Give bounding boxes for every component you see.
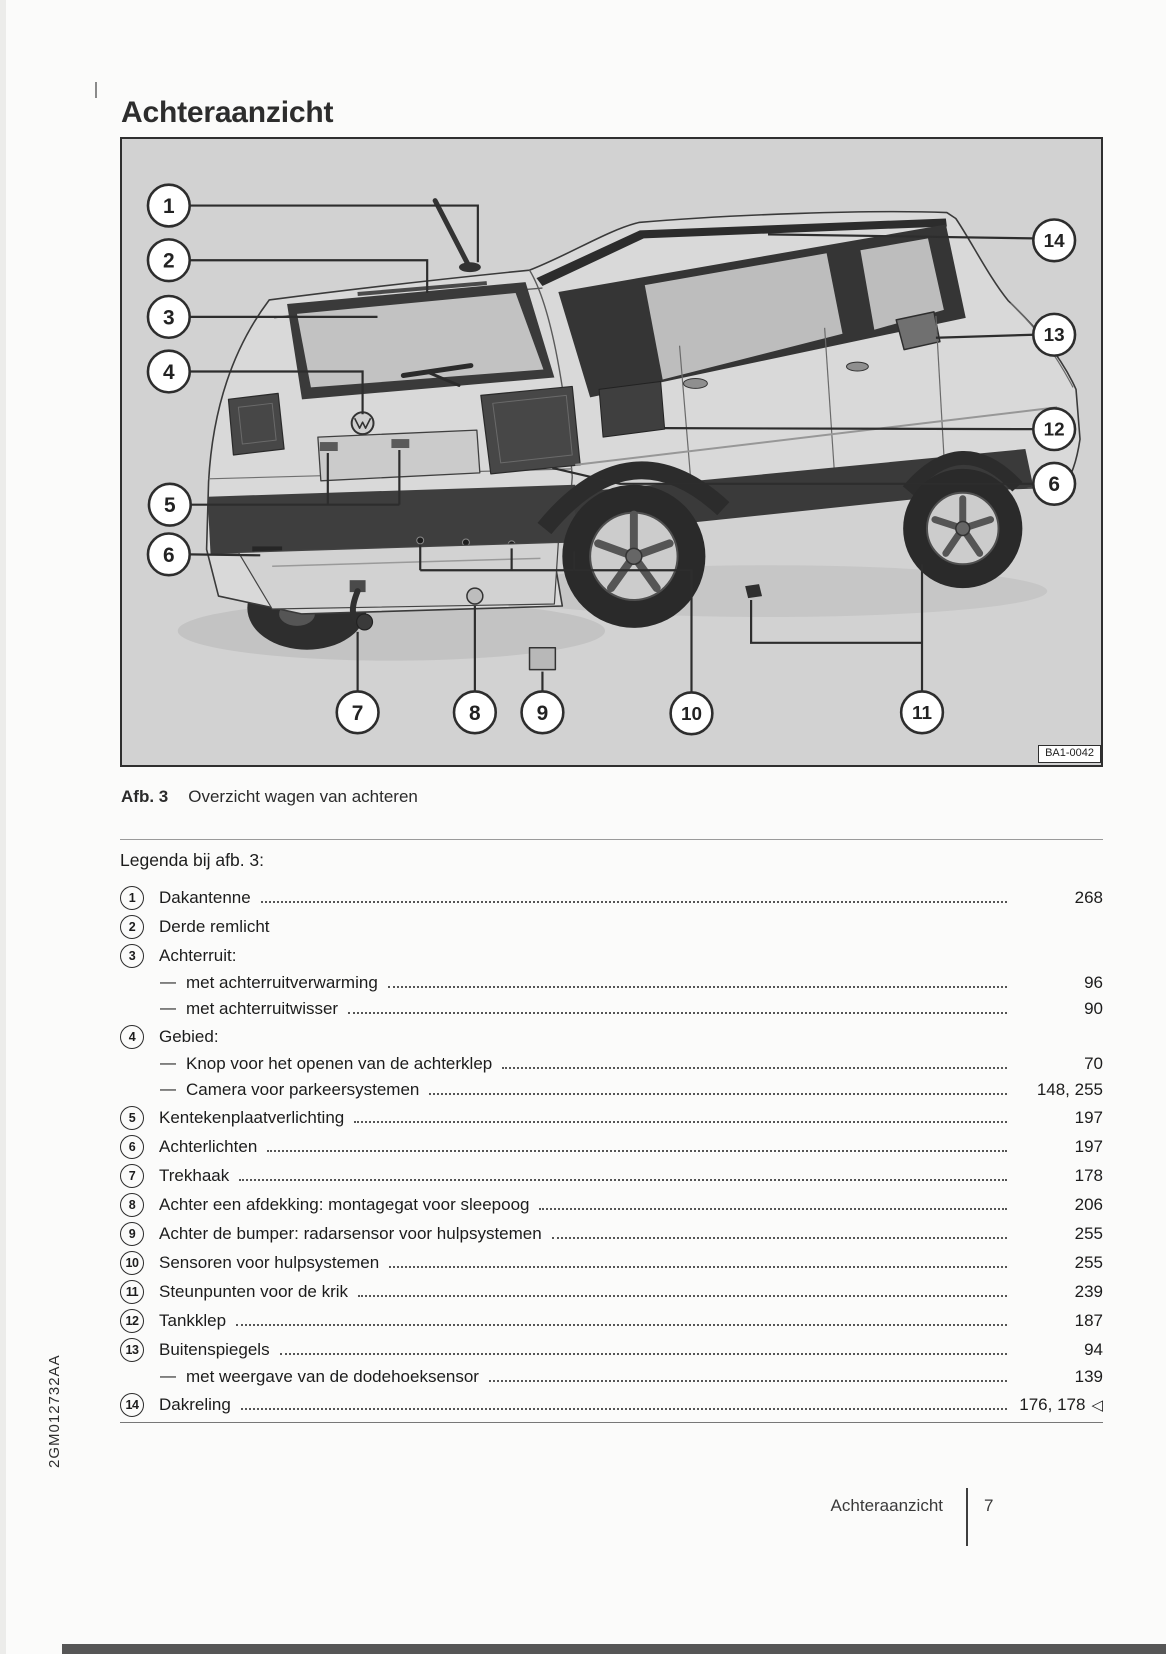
legend-pages: 197 xyxy=(1074,1136,1103,1156)
section-end-icon: ◁ xyxy=(1091,1396,1103,1414)
dot-leader xyxy=(280,1353,1007,1355)
legend-label: Derde remlicht xyxy=(159,916,270,936)
legend-num: 14 xyxy=(120,1393,144,1417)
dot-leader xyxy=(261,901,1007,903)
footer-page-number: 7 xyxy=(984,1496,994,1515)
legend-item-row xyxy=(120,1022,1103,1051)
legend-item-row xyxy=(120,912,1103,941)
legend-num: 6 xyxy=(120,1135,144,1159)
legend-item-row xyxy=(120,941,1103,970)
svg-text:7: 7 xyxy=(351,701,364,725)
legend-label: Knop voor het openen van de achterklep xyxy=(186,1054,493,1073)
svg-text:4: 4 xyxy=(163,360,175,384)
legend-item-row xyxy=(120,1161,1103,1190)
legend-item-row xyxy=(120,1277,1103,1306)
legend-pages: 239 xyxy=(1074,1281,1103,1301)
dot-leader xyxy=(358,1295,1007,1297)
dot-leader xyxy=(539,1208,1007,1210)
legend-item-row xyxy=(120,1248,1103,1277)
dot-leader xyxy=(348,1012,1007,1014)
fuel-flap xyxy=(599,381,665,437)
park-sensor xyxy=(417,537,424,544)
legend-pages: 139 xyxy=(1074,1367,1103,1386)
scan-mark-artifact xyxy=(95,82,97,98)
callout-1 xyxy=(148,185,478,263)
legend-item-row xyxy=(120,1132,1103,1161)
legend-label: Dakreling xyxy=(159,1394,231,1414)
legend-sub-row xyxy=(120,1364,1103,1390)
license-plate-light xyxy=(320,442,338,451)
legend-label: Achter de bumper: radarsensor voor hulpsystemen xyxy=(159,1223,542,1243)
legend-item-row xyxy=(120,1190,1103,1219)
legend-label: Achter een afdekking: montagegat voor sleepoog xyxy=(159,1194,530,1214)
legend-label: Achterruit: xyxy=(159,945,237,965)
svg-text:3: 3 xyxy=(163,306,175,330)
legend-dash: — xyxy=(160,1055,176,1072)
tail-lamp-left xyxy=(228,393,284,455)
svg-text:2: 2 xyxy=(163,249,175,273)
callout-9 xyxy=(522,672,564,734)
legend-pages: 255 xyxy=(1074,1223,1103,1243)
svg-text:6: 6 xyxy=(163,543,175,567)
legend-item-row xyxy=(120,1335,1103,1364)
legend-pages: 70 xyxy=(1084,1054,1103,1073)
legend-num: 8 xyxy=(120,1193,144,1217)
legend-dash: — xyxy=(160,974,176,991)
legend-num: 5 xyxy=(120,1106,144,1130)
footer-divider-bar xyxy=(966,1488,968,1546)
page-title: Achteraanzicht xyxy=(121,96,334,130)
door-handle xyxy=(846,362,868,371)
svg-text:6: 6 xyxy=(1048,473,1060,497)
legend-num: 1 xyxy=(120,886,144,910)
caption-text: Overzicht wagen van achteren xyxy=(188,787,418,806)
legend-item-row xyxy=(120,883,1103,912)
legend-end-rule xyxy=(120,1422,1103,1423)
dot-leader xyxy=(354,1121,1007,1123)
legend-pages: 255 xyxy=(1074,1252,1103,1272)
legend-sub-row xyxy=(120,1077,1103,1103)
legend-label: Buitenspiegels xyxy=(159,1339,270,1359)
legend-sub-row xyxy=(120,1051,1103,1077)
legend-dash: — xyxy=(160,1081,176,1098)
dot-leader xyxy=(267,1150,1007,1152)
legend-pages: 148, 255 xyxy=(1036,1080,1103,1099)
dot-leader xyxy=(241,1408,1007,1410)
legend-pages: 96 xyxy=(1084,973,1103,992)
figure-rear-view xyxy=(120,137,1103,767)
license-plate-light xyxy=(391,439,409,448)
dot-leader xyxy=(239,1179,1007,1181)
legend-item-row xyxy=(120,1390,1103,1419)
dot-leader xyxy=(389,1266,1007,1268)
legend-sub-row xyxy=(120,970,1103,996)
legend-label: met achterruitwisser xyxy=(186,999,339,1018)
legend-rows xyxy=(120,883,1103,1419)
legend-num: 11 xyxy=(120,1280,144,1304)
legend-num: 7 xyxy=(120,1164,144,1188)
svg-text:11: 11 xyxy=(912,701,932,723)
image-code-label: BA1-0042 xyxy=(1038,745,1101,763)
svg-text:9: 9 xyxy=(536,701,549,725)
legend-label: Trekhaak xyxy=(159,1165,230,1185)
jack-point-rear xyxy=(745,584,762,598)
footer-section-title: Achteraanzicht xyxy=(830,1496,943,1515)
dot-leader xyxy=(552,1237,1007,1239)
figure-caption xyxy=(121,787,418,807)
dot-leader xyxy=(489,1380,1007,1382)
legend-num: 2 xyxy=(120,915,144,939)
legend-label: met achterruitverwarming xyxy=(186,973,378,992)
legend-dash: — xyxy=(160,1000,176,1017)
bumper-skid xyxy=(238,542,558,609)
towing-eye-cover xyxy=(467,588,483,604)
legend-num: 12 xyxy=(120,1309,144,1333)
legend-item-row xyxy=(120,1219,1103,1248)
svg-text:14: 14 xyxy=(1043,229,1065,251)
document-code: 2GM012732AA xyxy=(46,1354,63,1468)
scan-bottom-artifact xyxy=(62,1644,1166,1654)
legend-label: Camera voor parkeersystemen xyxy=(186,1080,420,1099)
legend-item-row xyxy=(120,1306,1103,1335)
svg-text:10: 10 xyxy=(680,702,702,724)
legend-pages: 197 xyxy=(1074,1107,1103,1127)
legend-dash: — xyxy=(160,1368,176,1385)
legend-pages: 176, 178 ◁ xyxy=(1019,1394,1103,1414)
legend-label: met weergave van de dodehoeksensor xyxy=(186,1367,479,1386)
door-handle xyxy=(684,378,708,388)
legend-pages: 90 xyxy=(1084,999,1103,1018)
legend-pages: 178 xyxy=(1074,1165,1103,1185)
section-divider xyxy=(120,839,1103,840)
dot-leader xyxy=(502,1067,1007,1069)
svg-text:13: 13 xyxy=(1043,324,1065,346)
radar-cover xyxy=(530,648,556,670)
legend-pages: 187 xyxy=(1074,1310,1103,1330)
legend-label: Kentekenplaatverlichting xyxy=(159,1107,345,1127)
legend-label: Tankklep xyxy=(159,1310,227,1330)
legend-sub-row xyxy=(120,996,1103,1022)
legend-num: 9 xyxy=(120,1222,144,1246)
dot-leader xyxy=(388,986,1007,988)
legend-num: 13 xyxy=(120,1338,144,1362)
legend-item-row xyxy=(120,1103,1103,1132)
legend-pages: 268 xyxy=(1074,887,1103,907)
legend-pages: 206 xyxy=(1074,1194,1103,1214)
dot-leader xyxy=(429,1093,1007,1095)
legend-heading: Legenda bij afb. 3: xyxy=(120,850,265,870)
legend-label: Dakantenne xyxy=(159,887,251,907)
scan-edge-artifact xyxy=(0,0,6,1654)
legend-label: Steunpunten voor de krik xyxy=(159,1281,349,1301)
rear-right-wheel xyxy=(562,485,705,628)
roof-antenna xyxy=(435,201,481,273)
legend-label: Gebied: xyxy=(159,1026,219,1046)
svg-text:5: 5 xyxy=(164,494,176,518)
caption-label: Afb. 3 xyxy=(121,787,169,806)
svg-text:1: 1 xyxy=(163,195,175,219)
legend-num: 4 xyxy=(120,1025,144,1049)
legend-num: 10 xyxy=(120,1251,144,1275)
legend-pages: 94 xyxy=(1084,1339,1103,1359)
vw-emblem xyxy=(352,412,374,434)
svg-text:12: 12 xyxy=(1043,418,1065,440)
legend-section xyxy=(120,850,1103,1423)
tail-lamp-right xyxy=(481,386,580,473)
dot-leader xyxy=(236,1324,1007,1326)
legend-label: Achterlichten xyxy=(159,1136,258,1156)
svg-text:8: 8 xyxy=(469,701,481,725)
figure-illustration xyxy=(122,139,1101,765)
legend-num: 3 xyxy=(120,944,144,968)
legend-label: Sensoren voor hulpsystemen xyxy=(159,1252,380,1272)
